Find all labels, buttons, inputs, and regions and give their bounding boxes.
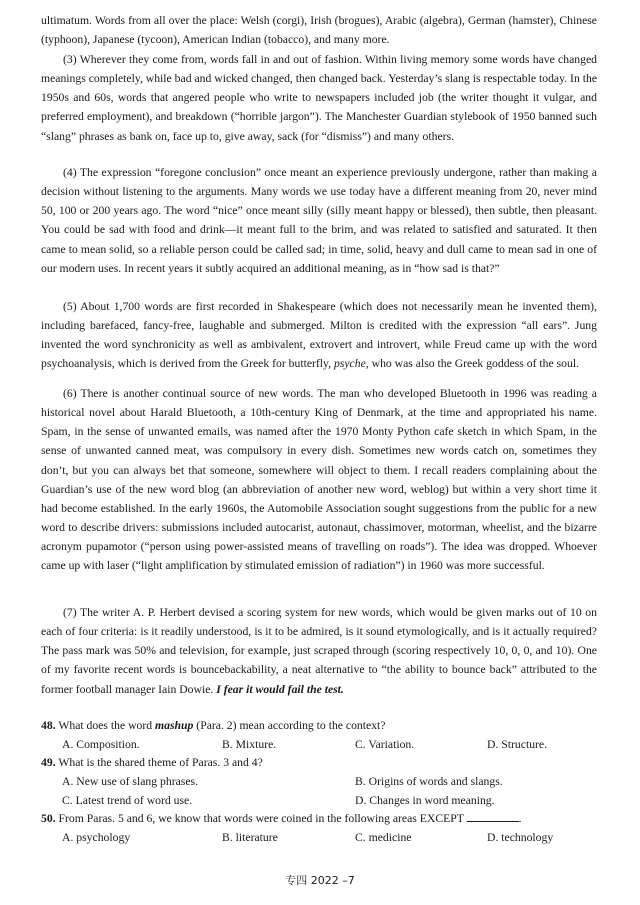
question-48	[41, 716, 601, 735]
paragraph-4: (4) The expression “foregone conclusion” once meant an experience previously undergone, rather than making a decision without listening to the arguments. Many words we use today have a different meaning from 20, never mind 50, 100 or 200 years ago. The word “nice” once meant silly (silly meant happy or blessed), then subtle, then pleasant. You could be sad with food and drink—it meant full to the brim, and was related to satisfied and saturated. It then came to mean solid, so a reliable person could be called sad; in time, solid, heavy and dull came to mean sad in one of our modern uses. In recent years it subtly acquired an additional meaning, as in “how sad is that?”	[41, 166, 597, 275]
paragraph-text: (7) The writer A. P. Herbert devised a scoring system for new words, which would be given marks out of 10 on each of four criteria: is it readily understood, is it to be admired, is it sound etymologically, and is it actually required? The pass mark was 50% and television, for example, just scraped through (scoring respectively 10, 0, 0, and 10). One of my favorite recent words is bouncebackability, a neat alternative to “the ability to bounce back” attributed to the former football manager Iain Dowie.	[41, 606, 597, 696]
option-48-b[interactable]: B. Mixture.	[222, 738, 277, 751]
bold-italic-sentence: I fear it would fail the test.	[216, 682, 344, 696]
paragraph-text: (5) About 1,700 words are first recorded in Shakespeare (which does not necessarily mean he invented them), including barefaced, fancy-free, laughable and submerged. Milton is credited with the expression “all ears”. Jung invented the word synchronicity as well as ambivalent, extrovert and introvert, while Freud came up with the word psychoanalysis, which is derived from the Greek for butterfly,	[41, 300, 597, 371]
option-48-a[interactable]: A. Composition.	[62, 738, 140, 751]
question-number: 50.	[41, 812, 56, 825]
option-49-a[interactable]: A. New use of slang phrases.	[62, 775, 198, 788]
question-50	[41, 809, 601, 828]
paragraph-7	[41, 603, 597, 699]
question-number: 48.	[41, 719, 56, 732]
option-49-b[interactable]: B. Origins of words and slangs.	[355, 775, 503, 788]
option-48-c[interactable]: C. Variation.	[355, 738, 415, 751]
option-50-b[interactable]: B. literature	[222, 831, 278, 844]
italic-term: psyche	[333, 357, 366, 371]
question-number: 49.	[41, 756, 56, 769]
answer-blank[interactable]	[467, 811, 519, 822]
option-50-d[interactable]: D. technology	[487, 831, 554, 844]
question-text: .	[518, 812, 522, 825]
option-50-a[interactable]: A. psychology	[62, 831, 131, 844]
question-text: (Para. 2) mean according to the context?	[193, 719, 386, 732]
paragraph-2-end	[41, 11, 597, 49]
option-50-c[interactable]: C. medicine	[355, 831, 412, 844]
paragraph-text: ultimatum. Words from all over the place: Welsh (corgi), Irish (brogues), Arabic (algebra), German (hamster), Chinese (typhoon), Japanese (tycoon), American Indian (tobacco), and many more.	[41, 14, 597, 47]
option-49-c[interactable]: C. Latest trend of word use.	[62, 794, 193, 807]
italic-term: mashup	[155, 719, 194, 732]
paragraph-5	[41, 297, 597, 374]
question-text: What is the shared theme of Paras. 3 and 4?	[55, 756, 263, 769]
option-49-d[interactable]: D. Changes in word meaning.	[355, 794, 495, 807]
option-48-d[interactable]: D. Structure.	[487, 738, 548, 751]
question-text: What does the word	[55, 719, 156, 732]
paragraph-text: , who was also the Greek goddess of the soul.	[365, 357, 580, 371]
paragraph-3: (3) Wherever they come from, words fall in and out of fashion. Within living memory some words have changed meanings completely, while bad and wicked changed, then changed back. Yesterday’s slang is respectable today. In the 1950s and 60s, words that angered people who write to newspapers included job (the writer thought it vulgar, and preferred employment), and breakdown (“horrible jargon”). The Manchester Guardian stylebook of 1950 banned such “slang” phrases as bank on, face up to, give away, sack (for “dismiss”) and many others.	[41, 53, 597, 143]
question-49	[41, 753, 601, 772]
paragraph-6: (6) There is another continual source of new words. The man who developed Bluetooth in 1996 was reading a historical novel about Harald Bluetooth, a 10th-century King of Denmark, at the time and appropriated his name. Spam, in the sense of unwanted emails, was named after the 1970 Monty Python cafe sketch in which Spam, in the sense of unwanted canned meat, was compulsory in every dish. Sometimes new words catch on, sometimes they don’t, but you can always bet that someone, somewhere will object to them. I recall readers complaining about the Guardian’s use of the new word blog (an abbreviation of another new word, weblog) but within a very short time it had become established. In the early 1960s, the Automobile Association sought suggestions from the public for a new word to describe drivers: submissions included autocarist, autonaut, chassimover, motorman, wheelist, and the bizarre acronym pupamotor (“person using power-assisted means of travelling on roads”). The idea was dropped. Whoever came up with laser (“light amplification by stimulated emission of radiation”) in 1960 was more successful.	[41, 387, 597, 573]
question-text: From Paras. 5 and 6, we know that words were coined in the following areas EXCEPT	[55, 812, 467, 825]
page-footer: 专四 2022 –7	[285, 874, 355, 887]
